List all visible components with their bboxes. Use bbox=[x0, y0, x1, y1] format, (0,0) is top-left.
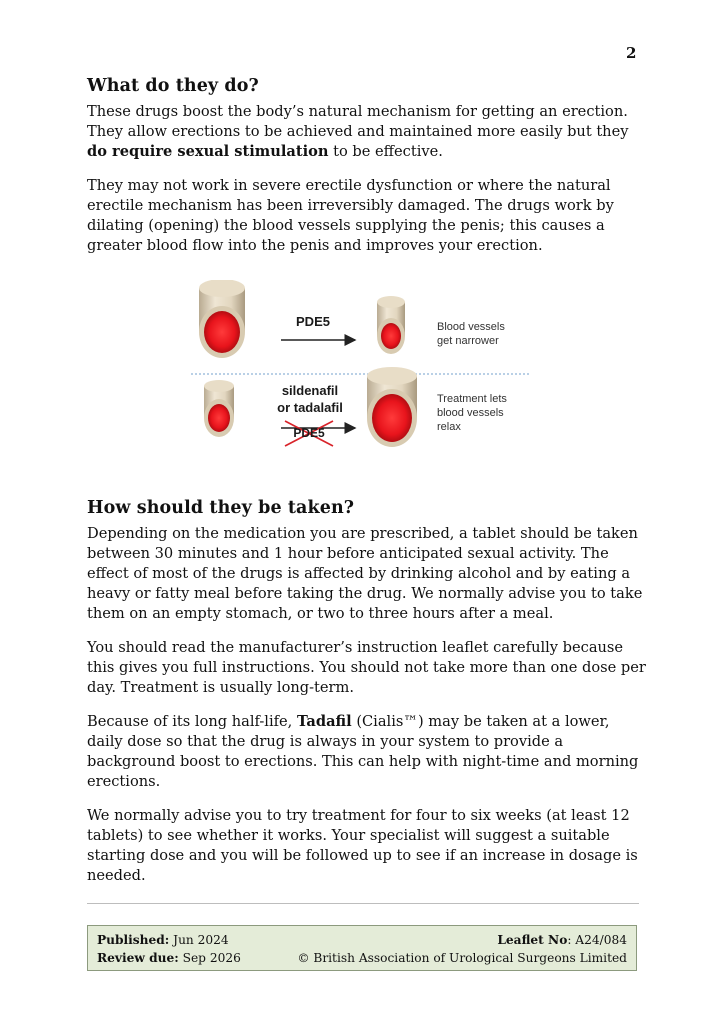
leaflet-label: Leaflet No bbox=[497, 933, 568, 947]
paragraph bbox=[87, 102, 647, 162]
label-line: Treatment lets bbox=[437, 393, 507, 405]
paragraph-text: These drugs boost the body’s natural mechanism for getting an erection. They allow erections to be achieved and maintained more easily but they bbox=[87, 103, 629, 140]
pde5-label: PDE5 bbox=[296, 314, 330, 329]
vessel-narrow-icon bbox=[377, 296, 405, 354]
pde5-crossed-label: PDE5 bbox=[293, 426, 325, 440]
paragraph-text: Because of its long half-life, bbox=[87, 713, 297, 730]
vessel-open-icon bbox=[367, 367, 417, 447]
published-label: Published: bbox=[97, 933, 170, 947]
result-label-narrower bbox=[437, 320, 505, 348]
label-line: Blood vessels bbox=[437, 321, 505, 333]
diagram-graphic bbox=[87, 280, 647, 480]
leaflet-value: : A24/084 bbox=[567, 933, 627, 947]
published-line bbox=[97, 931, 241, 949]
label-line: sildenafil bbox=[281, 383, 339, 398]
copyright-text: © British Association of Urological Surgeons Limited bbox=[297, 951, 627, 965]
paragraph: You should read the manufacturer’s instruction leaflet carefully because this gives you full instructions. You should not take more than one dose per day. Treatment is usually long-term. bbox=[87, 639, 646, 696]
page-number: 2 bbox=[626, 44, 637, 62]
label-line: or tadalafil bbox=[277, 400, 343, 415]
published-value: Jun 2024 bbox=[169, 933, 229, 947]
drug-label bbox=[265, 382, 355, 416]
review-label: Review due: bbox=[97, 951, 179, 965]
footer-leaflet-info bbox=[297, 931, 627, 967]
section-heading-what-do-they-do: What do they do? bbox=[87, 76, 259, 96]
paragraph-text: to be effective. bbox=[328, 143, 443, 160]
emphasis-text: do require sexual stimulation bbox=[87, 143, 329, 160]
footer-box bbox=[87, 925, 637, 971]
vessel-narrow-icon bbox=[204, 380, 234, 437]
paragraph bbox=[87, 712, 647, 792]
paragraph-text: (Cialis™) may be taken at a lower, daily dose so that the drug is always in your system to provide a background boost to erections. This can help with night-time and morning erections. bbox=[87, 713, 639, 790]
result-label-relax bbox=[437, 392, 507, 434]
section-heading-how-taken: How should they be taken? bbox=[87, 498, 355, 518]
main-content bbox=[87, 76, 647, 900]
paragraph: They may not work in severe erectile dysfunction or where the natural erectile mechanism has been irreversibly damaged. The drugs work by dilating (opening) the blood vessels supplying the penis; this causes a greater blood flow into the penis and improves your erection. bbox=[87, 177, 614, 254]
leaflet-line bbox=[297, 931, 627, 949]
label-line: relax bbox=[437, 421, 461, 433]
emphasis-text: Tadafil bbox=[296, 713, 352, 730]
label-line: blood vessels bbox=[437, 407, 504, 419]
review-value: Sep 2026 bbox=[178, 951, 241, 965]
vessel-open-icon bbox=[199, 280, 245, 358]
label-line: get narrower bbox=[437, 335, 499, 347]
footer-dates bbox=[97, 931, 241, 967]
blood-vessel-diagram bbox=[87, 280, 647, 480]
footer-divider bbox=[87, 903, 639, 904]
paragraph: We normally advise you to try treatment for four to six weeks (at least 12 tablets) to see whether it works. Your specialist will suggest a suitable starting dose and you will be followed up to see if an increase in dosage is needed. bbox=[87, 807, 638, 884]
review-line bbox=[97, 949, 241, 967]
paragraph: Depending on the medication you are prescribed, a tablet should be taken between 30 minutes and 1 hour before anticipated sexual activity. The effect of most of the drugs is affected by drinking alcohol and by eating a heavy or fatty meal before taking the drug. We normally advise you to take them on an empty stomach, or two to three hours after a meal. bbox=[87, 525, 643, 622]
